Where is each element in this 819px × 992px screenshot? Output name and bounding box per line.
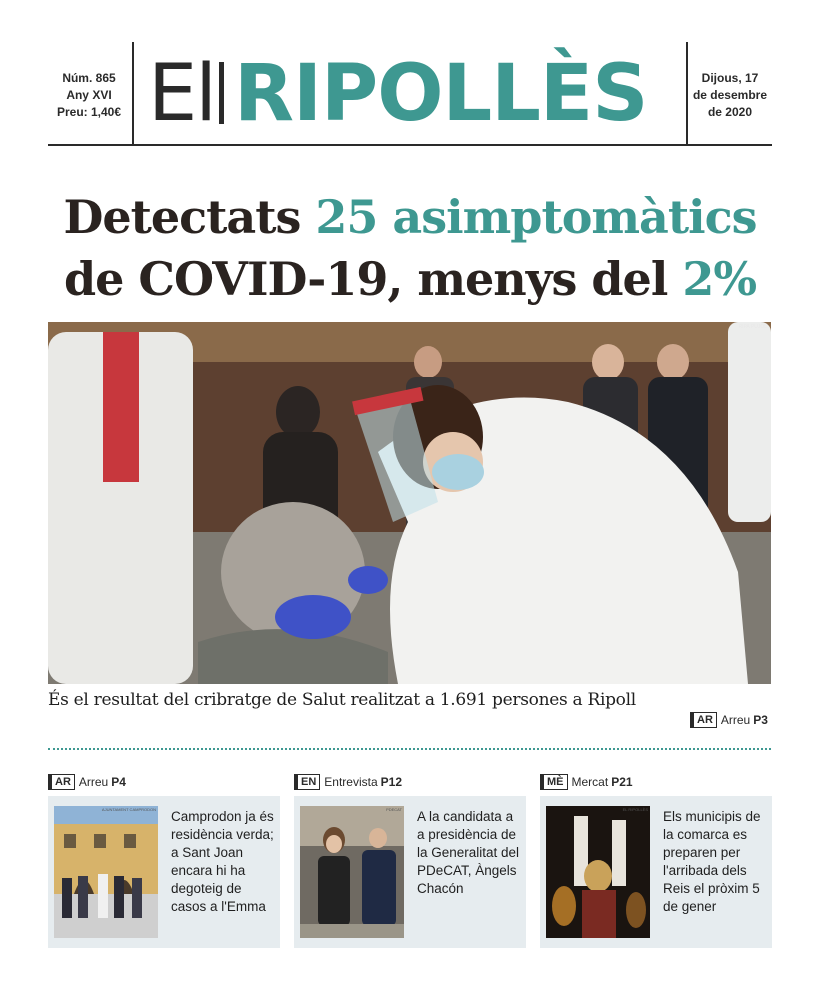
card-3-section-tag[interactable]	[540, 774, 633, 790]
section-name: Arreu	[78, 775, 109, 789]
headline-part-1: Detectats	[63, 190, 316, 244]
main-headline[interactable]	[30, 186, 790, 310]
card-photo-credit: EL RIPOLLÈS	[622, 807, 648, 812]
interview-photo-illustration	[300, 806, 404, 938]
card-1-section-tag[interactable]	[48, 774, 126, 790]
section-name: Mercat	[571, 775, 609, 789]
date-line-2: de desembre	[692, 88, 768, 102]
covid-test-photo-illustration	[48, 322, 771, 684]
masthead-divider-left	[132, 42, 134, 144]
teaser-card-camprodon[interactable]	[48, 796, 280, 948]
section-name: Entrevista	[324, 775, 378, 789]
page-number: P21	[611, 775, 633, 789]
issue-date	[688, 70, 772, 121]
issue-number: Núm. 865	[62, 71, 116, 85]
logo-bar	[219, 62, 224, 124]
photo-caption: És el resultat del cribratge de Salut realitzat a 1.691 persones a Ripoll	[48, 690, 636, 710]
main-photo[interactable]	[48, 322, 771, 684]
date-line-1: Dijous, 17	[701, 71, 759, 85]
card-text: Els municipis de la comarca es preparen per l'arribada dels Reis el pròxim 5 de gener	[663, 809, 761, 914]
headline-accent-2: 2%	[682, 252, 757, 306]
headline-accent-1: 25 asimptomàtics	[315, 190, 757, 244]
section-divider	[48, 748, 771, 750]
page-number: P12	[380, 775, 402, 789]
photo-credit: RIPA PUJOL	[738, 324, 767, 330]
card-photo	[54, 806, 158, 938]
masthead	[48, 42, 772, 146]
card-2-section-tag[interactable]	[294, 774, 402, 790]
issue-year: Any XVI	[66, 88, 112, 102]
kings-photo-illustration	[546, 806, 650, 938]
card-text: Camprodon ja és residència verda; a Sant Joan encara hi ha degoteig de casos a l'Emma	[171, 809, 274, 914]
logo-el: El	[148, 49, 215, 139]
card-photo	[546, 806, 650, 938]
issue-info	[48, 70, 130, 121]
page-number: P4	[111, 775, 126, 789]
teaser-card-interview[interactable]	[294, 796, 526, 948]
card-photo-credit: AJUNTAMENT CAMPRODON	[101, 807, 156, 812]
section-code: MÈ	[540, 774, 568, 790]
headline-part-3: de COVID-19, menys del	[63, 252, 683, 306]
section-code: AR	[690, 712, 717, 728]
newspaper-logo	[148, 44, 678, 144]
page-number: P3	[753, 713, 768, 727]
date-line-3: de 2020	[707, 105, 753, 119]
logo-ripolles: RIPOLLÈS	[233, 49, 648, 139]
teaser-card-reis[interactable]	[540, 796, 772, 948]
section-code: AR	[48, 774, 75, 790]
issue-price: Preu: 1,40€	[56, 105, 122, 119]
residence-photo-illustration	[54, 806, 158, 938]
card-text: A la candidata a a presidència de la Generalitat del PDeCAT, Àngels Chacón	[417, 809, 520, 896]
card-photo	[300, 806, 404, 938]
section-code: EN	[294, 774, 320, 790]
caption-section-tag[interactable]	[690, 712, 768, 728]
card-photo-credit: PDECAT	[386, 807, 402, 812]
section-name: Arreu	[720, 713, 751, 727]
